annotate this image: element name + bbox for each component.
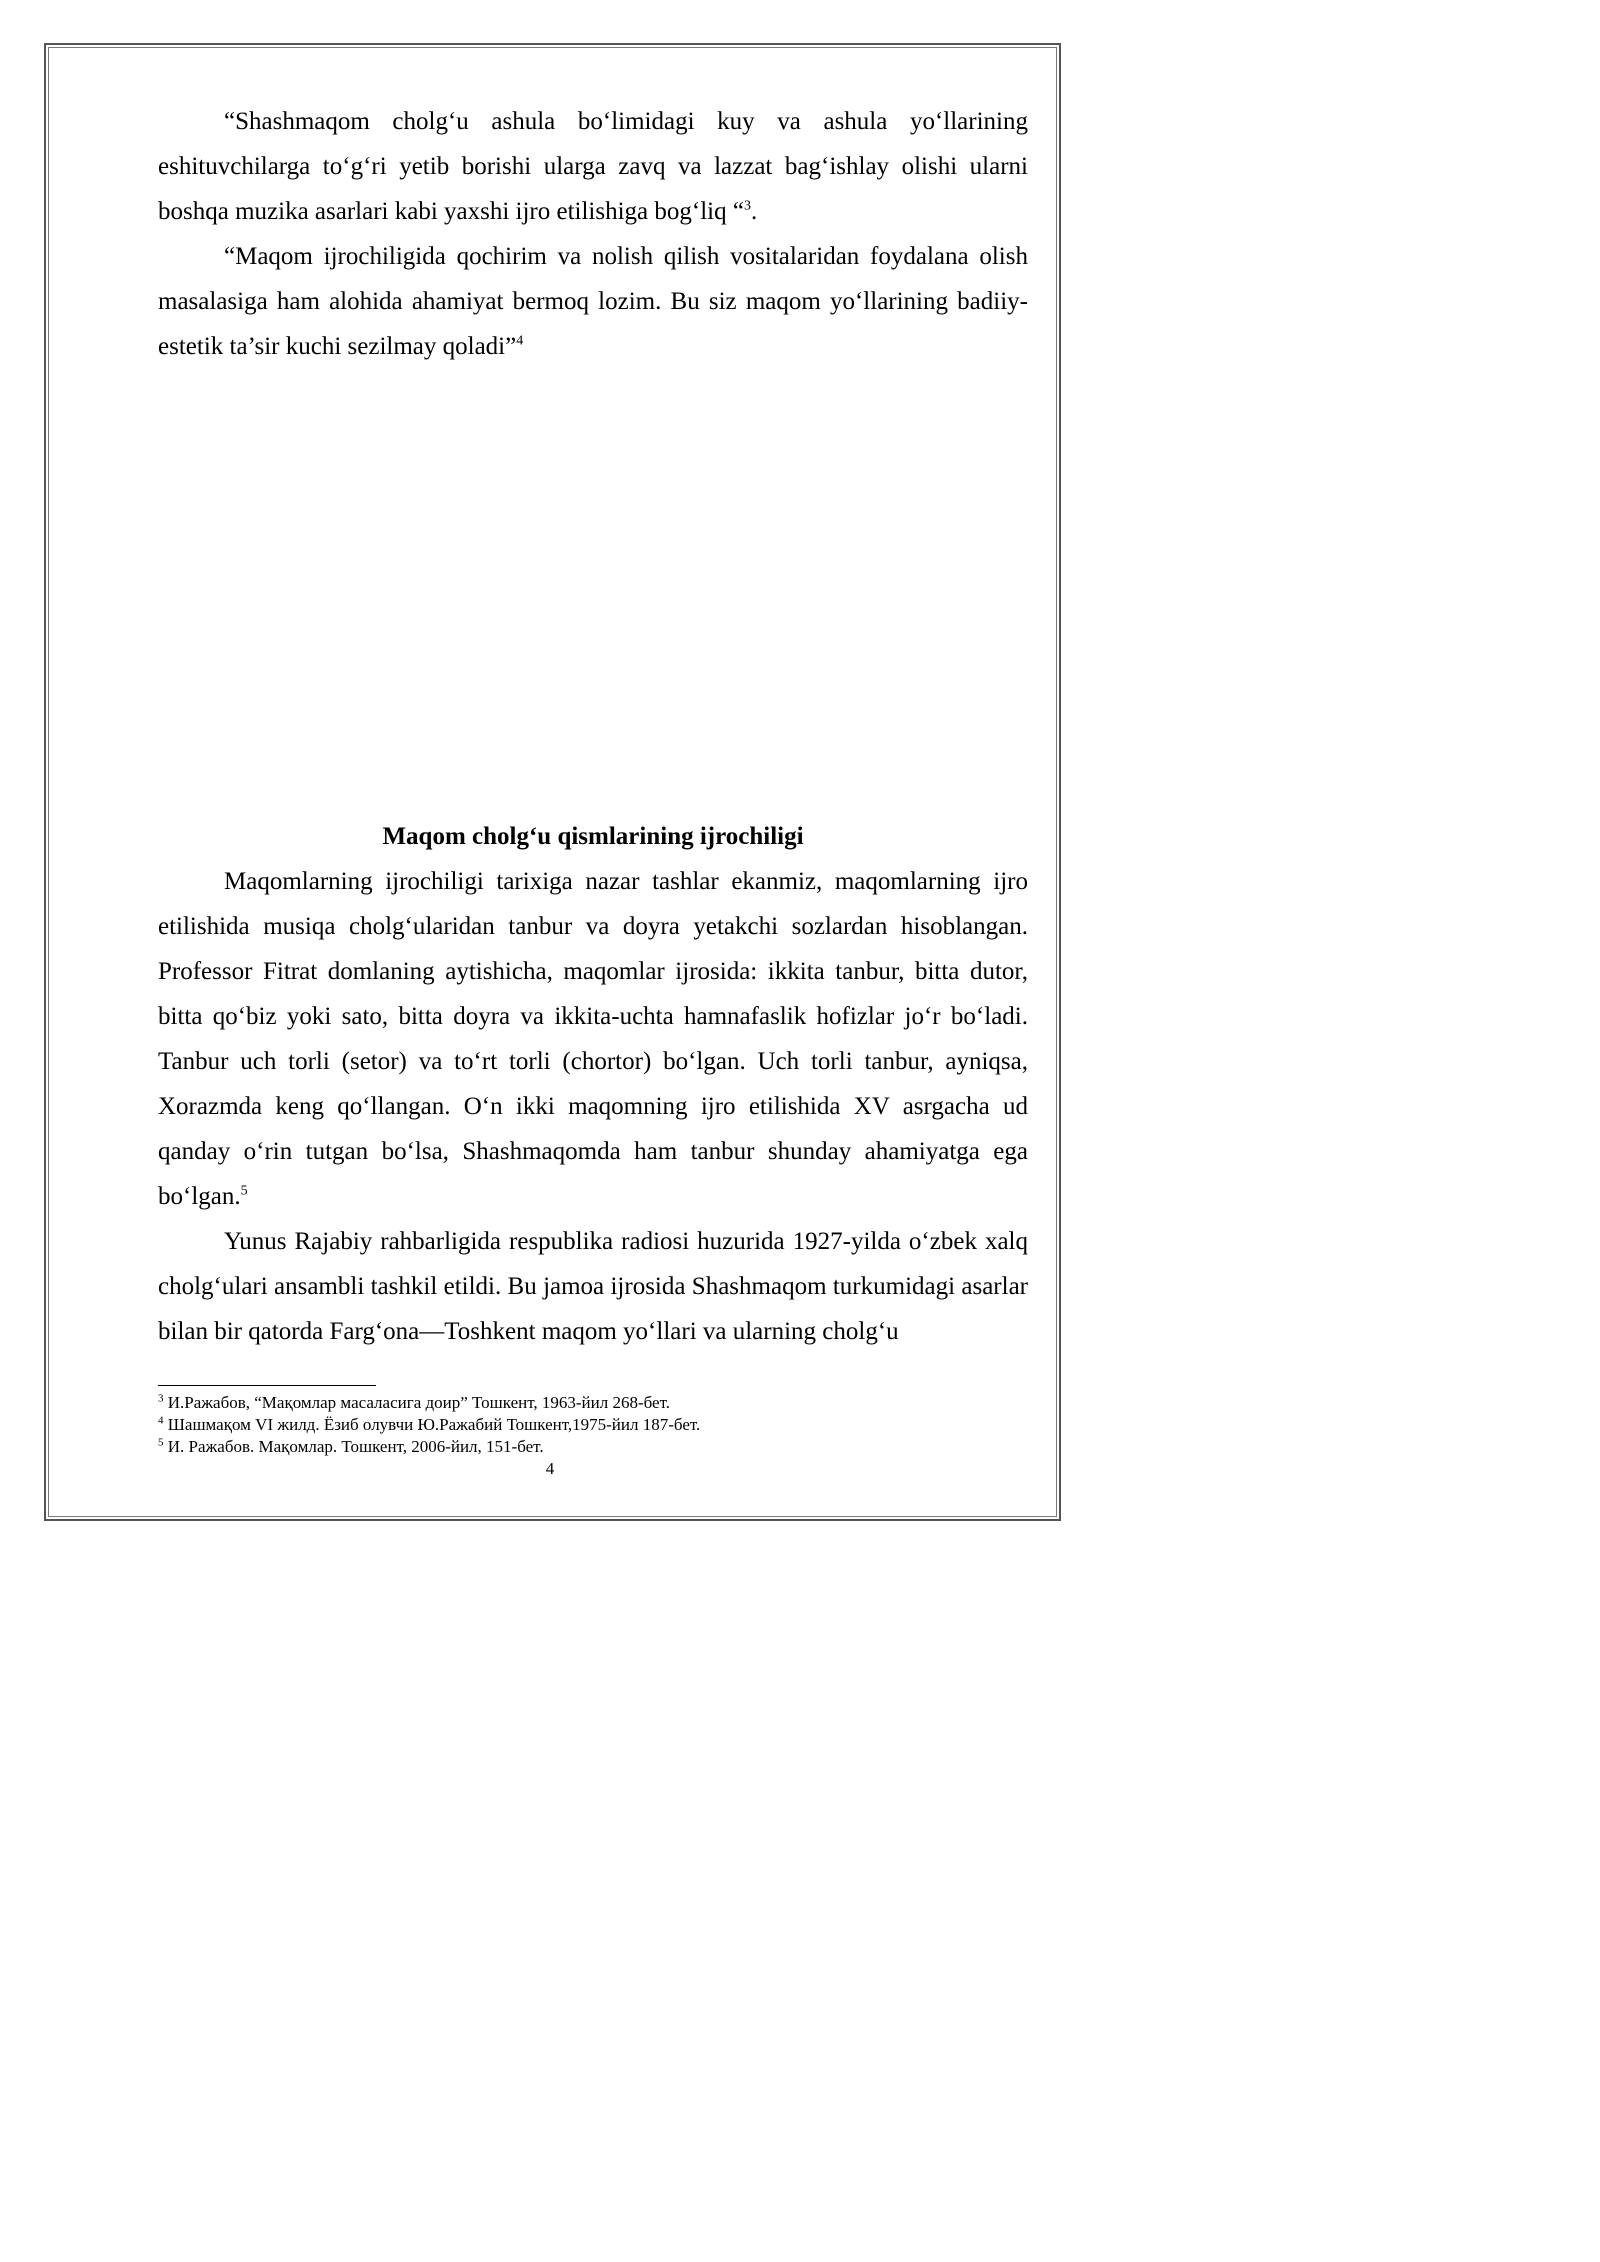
body-paragraph-2 [158, 1219, 1028, 1354]
paragraph-text: Yunus Rajabiy rahbarligida respublika radiosi huzurida 1927-yilda o‘zbek xalq cholg‘ulari ansambli tashkil etildi. Bu jamoa ijrosida Shashmaqom turkumidagi asarlar bilan bir qatorda Farg‘ona—Toshkent maqom yo‘llari va ularning cholg‘u [158, 1228, 1028, 1345]
paragraph-text: Maqomlarning ijrochiligi tarixiga nazar tashlar ekanmiz, maqomlarning ijro etilishida musiqa cholg‘ularidan tanbur va doyra yetakchi sozlardan hisoblangan. Professor Fitrat domlaning aytishicha, maqomlar ijrosida: ikkita tanbur, bitta dutor, bitta qo‘biz yoki sato, bitta doyra va ikkita-uchta hamnafaslik hofizlar jo‘r bo‘ladi. Tanbur uch torli (setor) va to‘rt torli (chortor) bo‘lgan. Uch torli tanbur, ayniqsa, Xorazmda keng qo‘llangan. O‘n ikki maqomning ijro etilishida XV asrgacha ud qanday o‘rin tutgan bo‘lsa, Shashmaqomda ham tanbur shunday ahamiyatga ega bo‘lgan. [158, 868, 1028, 1210]
footnote-ref: 4 [516, 333, 524, 349]
page-number: 4 [545, 1459, 555, 1478]
quote-paragraph-2 [158, 234, 1028, 369]
footnote-separator [158, 1385, 376, 1386]
top-text-block [158, 99, 1028, 369]
section-heading: Maqom cholg‘u qismlarining ijrochiligi [382, 823, 804, 850]
footnote-text: Шашмақом VI жилд. Ёзиб олувчи Ю.Ражабий Тошкент,1975-йил 187-бет. [167, 1415, 701, 1434]
footnote-number: 5 [158, 1436, 164, 1449]
paragraph-ending: . [750, 198, 758, 225]
quote-paragraph-1 [158, 99, 1028, 234]
body-paragraph-1 [158, 859, 1028, 1219]
section-block [158, 814, 1028, 1354]
footnote-item [158, 1392, 1028, 1414]
footnote-text: И.Ражабов, “Мақомлар масаласига доир” Тошкент, 1963-йил 268-бет. [167, 1393, 670, 1412]
footnote-number: 3 [158, 1392, 164, 1405]
paragraph-text: “Maqom ijrochiligida qochirim va nolish qilish vositalaridan foydalana olish masalasiga ham alohida ahamiyat bermoq lozim. Bu siz maqom yo‘llarining badiiy-estetik ta’sir kuchi sezilmay qoladi” [158, 243, 1028, 360]
footnote-ref: 3 [743, 198, 751, 214]
footnote-item [158, 1414, 1028, 1436]
footnote-number: 4 [158, 1414, 164, 1427]
footnote-text: И. Ражабов. Мақомлар. Тошкент, 2006-йил, 151-бет. [167, 1437, 544, 1456]
footnote-item [158, 1436, 1028, 1458]
footnotes [158, 1392, 1028, 1458]
footnote-ref: 5 [240, 1183, 248, 1199]
paragraph-text: “Shashmaqom cholg‘u ashula bo‘limidagi kuy va ashula yo‘llarining eshituvchilarga to‘g‘ri yetib borishi ularga zavq va lazzat bag‘ishlay olishi ularni boshqa muzika asarlari kabi yaxshi ijro etilishiga bog‘liq “ [158, 108, 1028, 225]
